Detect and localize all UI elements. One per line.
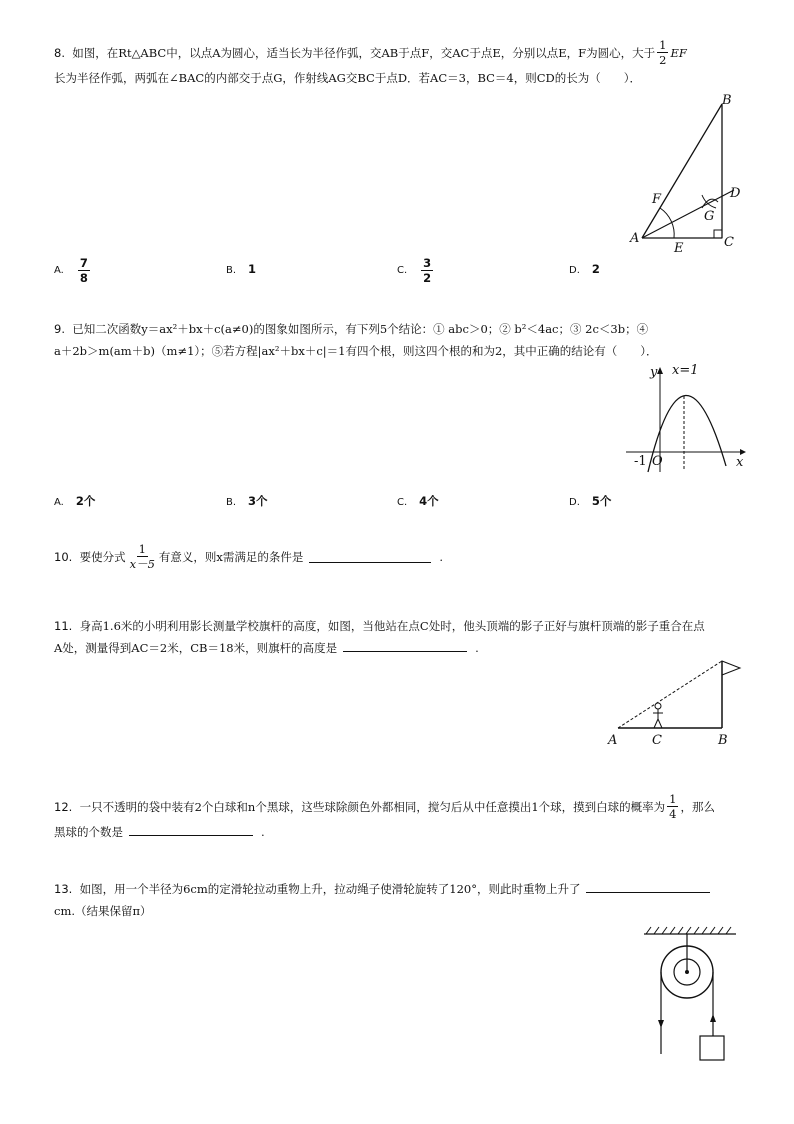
option-a[interactable]: A. $\frac{7}{8}$ [54,256,88,285]
question-text: 如图，用一个半径为6cm的定滑轮拉动重物上升，拉动绳子使滑轮旋转了120°，则此时重物上升了 [79,882,581,896]
question-11: 11. 身高1.6米的小明利用影长测量学校旗杆的高度，如图，当他站在点C处时，他头顶端的影子正好与旗杆顶端的影子重合在点 A处，测量得到AC＝2米，CB＝18米，则旗杆的高度是 . [54,619,705,655]
parabola-graph [622,362,748,474]
x-axis-label: x [736,455,744,470]
option-a[interactable]: A. 2个 [54,494,96,508]
answer-blank[interactable] [309,550,431,563]
flagpole-diagram [604,656,744,748]
question-9 [54,318,744,362]
point-label-d: D [730,186,741,201]
question-text: a＋2b＞m(am＋b)（m≠1）；⑤若方程|ax²＋bx＋c|＝1有四个根，则这四个根的和为2，其中正确的结论有（ ）． [54,344,658,358]
option-b[interactable]: B. 1 [226,262,257,276]
pulley-diagram [640,924,740,1064]
question-text: 有意义，则x需满足的条件是 [158,549,304,564]
y-axis-label: y [650,365,658,380]
question-number: 9. [54,322,65,336]
point-label-c: C [724,235,734,250]
question-number: 10. [54,549,73,564]
weight-block [700,1036,724,1060]
question-text: 已知二次函数y＝ax²＋bx＋c(a≠0)的图象如图所示，有下列5个结论：① abc＞0；② b²＜4ac；③ 2c＜3b；④ [72,322,649,336]
question-8 [54,38,744,89]
answer-blank[interactable] [343,639,467,652]
point-label-a: A [630,231,640,246]
symmetry-axis-label: x=1 [672,363,699,378]
option-c[interactable]: C. $\frac{3}{2}$ [397,256,432,285]
triangle-diagram [620,90,750,255]
fraction: $\frac{1}{4}$ [669,792,677,821]
question-text: 如图，在Rt△ABC中，以点A为圆心，适当长为半径作弧，交AB于点F，交AC于点E，分别以点E，F为圆心，大于 [72,45,656,60]
question-text: A处，测量得到AC＝2米，CB＝18米，则旗杆的高度是 [54,641,338,655]
option-b[interactable]: B. 3个 [226,494,268,508]
question-text: 身高1.6米的小明利用影长测量学校旗杆的高度，如图，当他站在点C处时，他头顶端的影子正好与旗杆顶端的影子重合在点 [79,619,705,633]
point-label-e: E [674,241,684,255]
question-number: 13. [54,882,73,896]
question-text: EF [670,45,687,60]
question-text: cm.（结果保留π） [54,904,152,918]
question-number: 8. [54,45,65,60]
option-d[interactable]: D. 5个 [569,494,612,508]
point-label-a: A [608,733,618,748]
question-12: 12. 一只不透明的袋中装有2个白球和n个黑球，这些球除颜色外都相同，搅匀后从中任意摸出1个球，摸到白球的概率为 $\frac{1}{4}$ ，那么 黑球的个数是 . [54,792,715,839]
origin-label: O [652,454,663,469]
answer-blank[interactable] [586,880,710,893]
question-text: 要使分式 [79,549,126,564]
question-10: 10. 要使分式 $\frac{1}{x-5}$ 有意义，则x需满足的条件是 . [54,542,444,571]
question-text: 一只不透明的袋中装有2个白球和n个黑球，这些球除颜色外都相同，搅匀后从中任意摸出1个球，摸到白球的概率为 [79,799,666,814]
option-d[interactable]: D. 2 [569,262,600,276]
question-text: 黑球的个数是 [54,825,123,839]
fraction: $\frac{1}{2}$ [659,38,667,67]
question-number: 12. [54,799,73,814]
fraction: $\frac{1}{x-5}$ [129,542,155,571]
point-label-f: F [652,192,662,207]
question-8-line-1 [54,38,744,67]
point-label-g: G [704,209,715,224]
point-label-c: C [652,733,662,748]
point-label-b: B [718,733,728,748]
question-8-line-2: 长为半径作弧，两弧在∠BAC的内部交于点G，作射线AG交BC于点D．若AC＝3，BC＝4，则CD的长为（ ）． [54,71,642,85]
question-13 [54,878,744,922]
option-c[interactable]: C. 4个 [397,494,439,508]
question-number: 11. [54,619,73,633]
answer-blank[interactable] [129,823,253,836]
tick-label-neg1: -1 [634,454,647,469]
point-label-b: B [722,93,732,108]
